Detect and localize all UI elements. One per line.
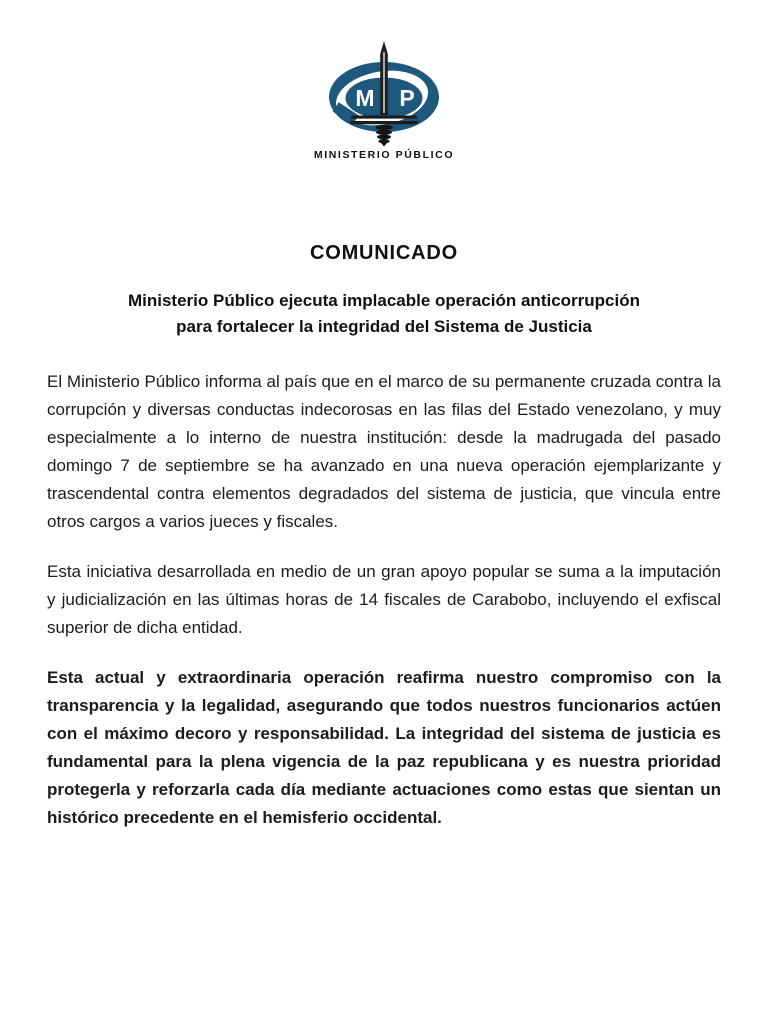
- ministerio-publico-logo: [0, 40, 768, 161]
- logo-letter-m: M: [355, 85, 375, 111]
- logo-caption: MINISTERIO PÚBLICO: [313, 149, 455, 161]
- body-paragraph-3: Esta actual y extraordinaria operación reafirma nuestro compromiso con la transparencia y la legalidad, asegurando que todos nuestros funcionarios actúen con el máximo decoro y responsabilidad. La integridad del sistema de justicia es fundamental para la plena vigencia de la paz republicana y es nuestra prioridad protegerla y reforzarla cada día mediante actuaciones como estas que sientan un histórico precedente en el hemisferio occidental.: [47, 668, 721, 827]
- subtitle-line-2: para fortalecer la integridad del Sistema de Justicia: [176, 317, 592, 336]
- logo-letter-p: P: [399, 85, 415, 111]
- body-paragraph-2: Esta iniciativa desarrollada en medio de un gran apoyo popular se suma a la imputación y judicialización en las últimas horas de 14 fiscales de Carabobo, incluyendo el exfiscal superior de dicha entidad.: [47, 562, 721, 637]
- body-paragraph-1: El Ministerio Público informa al país que en el marco de su permanente cruzada contra la corrupción y diversas conductas indecorosas en las filas del Estado venezolano, y muy especialmente a lo interno de nuestra institución: desde la madrugada del pasado domingo 7 de septiembre se ha avanzado en una nueva operación ejemplarizante y trascendental contra elementos degradados del sistema de justicia, que vincula entre otros cargos a varios jueces y fiscales.: [47, 372, 721, 531]
- document-body: [47, 368, 721, 854]
- subtitle-line-1: Ministerio Público ejecuta implacable operación anticorrupción: [127, 291, 640, 310]
- page-title: COMUNICADO: [310, 242, 458, 264]
- mp-sword-emblem-icon: [314, 40, 454, 147]
- document-subtitle: [47, 288, 721, 340]
